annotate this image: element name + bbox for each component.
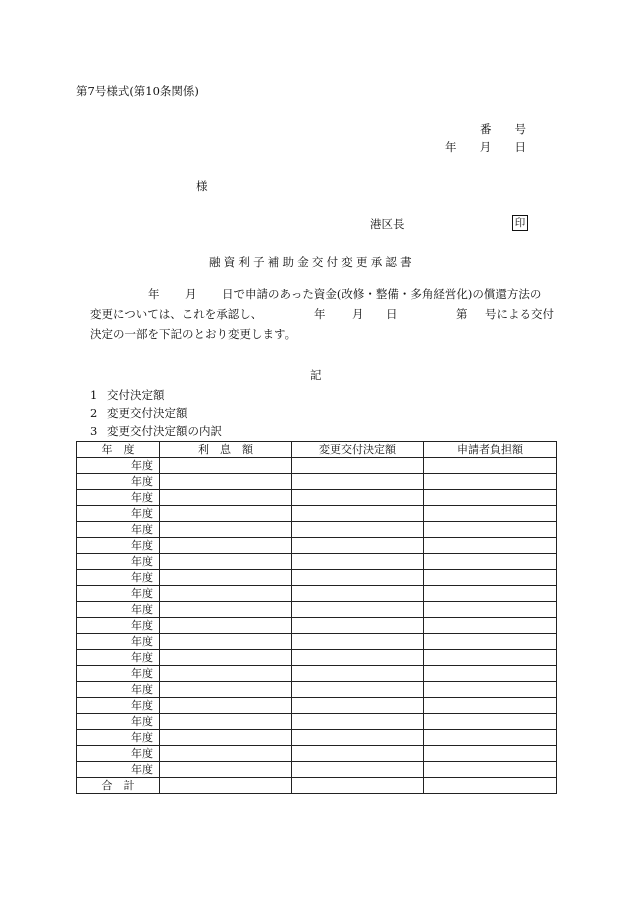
fiscal-year-cell: 年度 bbox=[77, 458, 160, 474]
interest-amount-cell bbox=[160, 570, 292, 586]
item-number: 1 bbox=[90, 388, 98, 402]
table-row bbox=[77, 474, 557, 490]
fiscal-year-cell: 年度 bbox=[77, 538, 160, 554]
table-row bbox=[77, 682, 557, 698]
breakdown-table bbox=[76, 441, 557, 794]
interest-amount-cell bbox=[160, 746, 292, 762]
number-label-ban: 番 bbox=[480, 122, 492, 136]
changed-grant-cell bbox=[292, 474, 424, 490]
applicant-burden-cell bbox=[424, 602, 557, 618]
interest-amount-cell bbox=[160, 762, 292, 778]
fiscal-year-cell: 年度 bbox=[77, 746, 160, 762]
body-line3-text: 決定の一部を下記のとおり変更します。 bbox=[90, 327, 297, 341]
fiscal-year-cell: 年度 bbox=[77, 618, 160, 634]
interest-amount-cell bbox=[160, 650, 292, 666]
applicant-burden-cell bbox=[424, 762, 557, 778]
body-dai: 第 bbox=[456, 307, 468, 321]
interest-amount-cell bbox=[160, 666, 292, 682]
table-row bbox=[77, 522, 557, 538]
fiscal-year-cell: 年度 bbox=[77, 682, 160, 698]
body-line2-start: 変更については、これを承認し、 bbox=[90, 307, 263, 321]
changed-grant-cell bbox=[292, 586, 424, 602]
interest-amount-cell bbox=[160, 554, 292, 570]
interest-amount-cell bbox=[160, 618, 292, 634]
interest-amount-cell bbox=[160, 458, 292, 474]
applicant-burden-cell bbox=[424, 666, 557, 682]
item-number: 2 bbox=[90, 406, 98, 420]
fiscal-year-cell: 年度 bbox=[77, 634, 160, 650]
fiscal-year-cell: 年度 bbox=[77, 714, 160, 730]
table-row bbox=[77, 762, 557, 778]
changed-grant-cell bbox=[292, 666, 424, 682]
table-header-row bbox=[77, 442, 557, 458]
table-total-row bbox=[77, 778, 557, 794]
fiscal-year-cell: 年度 bbox=[77, 490, 160, 506]
applicant-burden-cell bbox=[424, 746, 557, 762]
table-row bbox=[77, 698, 557, 714]
item-2 bbox=[90, 408, 290, 422]
seal-mark: 印 bbox=[512, 215, 528, 231]
applicant-burden-cell bbox=[424, 458, 557, 474]
item-text: 変更交付決定額の内訳 bbox=[107, 424, 222, 438]
total-interest-cell bbox=[160, 778, 292, 794]
fiscal-year-cell: 年度 bbox=[77, 586, 160, 602]
interest-amount-cell bbox=[160, 634, 292, 650]
body-month: 月 bbox=[185, 287, 197, 301]
ki-heading: 記 bbox=[310, 368, 322, 382]
applicant-burden-cell bbox=[424, 714, 557, 730]
total-burden-cell bbox=[424, 778, 557, 794]
interest-amount-cell bbox=[160, 730, 292, 746]
body-line1-text: 日で申請のあった資金(改修・整備・多角経営化)の償還方法の bbox=[222, 287, 542, 301]
table-row bbox=[77, 538, 557, 554]
table-row bbox=[77, 458, 557, 474]
interest-amount-cell bbox=[160, 538, 292, 554]
document-title: 融資利子補助金交付変更承認書 bbox=[209, 255, 415, 269]
applicant-burden-cell bbox=[424, 570, 557, 586]
table-row bbox=[77, 554, 557, 570]
changed-grant-cell bbox=[292, 762, 424, 778]
changed-grant-cell bbox=[292, 682, 424, 698]
changed-grant-cell bbox=[292, 618, 424, 634]
number-label-go: 号 bbox=[514, 122, 526, 136]
fiscal-year-cell: 年度 bbox=[77, 570, 160, 586]
header-applicant-burden: 申請者負担額 bbox=[424, 442, 557, 458]
fiscal-year-cell: 年度 bbox=[77, 554, 160, 570]
issuer-name: 港区長 bbox=[370, 217, 405, 231]
interest-amount-cell bbox=[160, 522, 292, 538]
changed-grant-cell bbox=[292, 490, 424, 506]
body-line-3 bbox=[90, 329, 560, 349]
table-row bbox=[77, 602, 557, 618]
fiscal-year-cell: 年度 bbox=[77, 698, 160, 714]
applicant-burden-cell bbox=[424, 586, 557, 602]
changed-grant-cell bbox=[292, 538, 424, 554]
total-grant-cell bbox=[292, 778, 424, 794]
applicant-burden-cell bbox=[424, 698, 557, 714]
fiscal-year-cell: 年度 bbox=[77, 730, 160, 746]
body-line2-rest: 号による交付 bbox=[485, 307, 554, 321]
table-row bbox=[77, 506, 557, 522]
table-row bbox=[77, 586, 557, 602]
changed-grant-cell bbox=[292, 458, 424, 474]
applicant-burden-cell bbox=[424, 650, 557, 666]
changed-grant-cell bbox=[292, 570, 424, 586]
interest-amount-cell bbox=[160, 698, 292, 714]
changed-grant-cell bbox=[292, 634, 424, 650]
interest-amount-cell bbox=[160, 602, 292, 618]
addressee-honorific: 様 bbox=[196, 179, 208, 193]
header-changed-grant-amount: 変更交付決定額 bbox=[292, 442, 424, 458]
body-approval-year: 年 bbox=[314, 307, 326, 321]
date-day-label: 日 bbox=[514, 140, 526, 154]
document-number-line bbox=[480, 124, 526, 136]
table-row bbox=[77, 634, 557, 650]
changed-grant-cell bbox=[292, 602, 424, 618]
fiscal-year-cell: 年度 bbox=[77, 522, 160, 538]
changed-grant-cell bbox=[292, 698, 424, 714]
changed-grant-cell bbox=[292, 714, 424, 730]
total-label: 合 計 bbox=[77, 778, 160, 794]
date-month-label: 月 bbox=[479, 140, 492, 154]
issue-date-line bbox=[445, 142, 526, 154]
applicant-burden-cell bbox=[424, 474, 557, 490]
table-row bbox=[77, 714, 557, 730]
table-row bbox=[77, 570, 557, 586]
applicant-burden-cell bbox=[424, 682, 557, 698]
table-row bbox=[77, 746, 557, 762]
item-text: 交付決定額 bbox=[107, 388, 165, 402]
body-line-1 bbox=[90, 289, 560, 309]
item-1 bbox=[90, 390, 290, 404]
header-interest-amount: 利 息 額 bbox=[160, 442, 292, 458]
changed-grant-cell bbox=[292, 554, 424, 570]
body-paragraph bbox=[90, 289, 560, 349]
header-fiscal-year: 年 度 bbox=[77, 442, 160, 458]
table-row bbox=[77, 666, 557, 682]
fiscal-year-cell: 年度 bbox=[77, 506, 160, 522]
body-approval-day: 日 bbox=[386, 307, 398, 321]
interest-amount-cell bbox=[160, 682, 292, 698]
fiscal-year-cell: 年度 bbox=[77, 650, 160, 666]
changed-grant-cell bbox=[292, 522, 424, 538]
interest-amount-cell bbox=[160, 490, 292, 506]
date-year-label: 年 bbox=[445, 140, 457, 154]
item-number: 3 bbox=[90, 424, 98, 438]
interest-amount-cell bbox=[160, 474, 292, 490]
applicant-burden-cell bbox=[424, 490, 557, 506]
changed-grant-cell bbox=[292, 730, 424, 746]
applicant-burden-cell bbox=[424, 730, 557, 746]
changed-grant-cell bbox=[292, 506, 424, 522]
table-row bbox=[77, 618, 557, 634]
fiscal-year-cell: 年度 bbox=[77, 474, 160, 490]
table-row bbox=[77, 730, 557, 746]
body-approval-month: 月 bbox=[352, 307, 364, 321]
item-text: 変更交付決定額 bbox=[107, 406, 188, 420]
body-year: 年 bbox=[148, 287, 160, 301]
interest-amount-cell bbox=[160, 506, 292, 522]
fiscal-year-cell: 年度 bbox=[77, 666, 160, 682]
item-3 bbox=[90, 426, 290, 440]
interest-amount-cell bbox=[160, 714, 292, 730]
table-body bbox=[77, 458, 557, 778]
applicant-burden-cell bbox=[424, 506, 557, 522]
changed-grant-cell bbox=[292, 650, 424, 666]
body-line-2 bbox=[90, 309, 560, 329]
applicant-burden-cell bbox=[424, 538, 557, 554]
table-row bbox=[77, 490, 557, 506]
form-number: 第7号様式(第10条関係) bbox=[76, 84, 199, 98]
interest-amount-cell bbox=[160, 586, 292, 602]
applicant-burden-cell bbox=[424, 634, 557, 650]
applicant-burden-cell bbox=[424, 522, 557, 538]
changed-grant-cell bbox=[292, 746, 424, 762]
applicant-burden-cell bbox=[424, 554, 557, 570]
fiscal-year-cell: 年度 bbox=[77, 602, 160, 618]
table-row bbox=[77, 650, 557, 666]
fiscal-year-cell: 年度 bbox=[77, 762, 160, 778]
applicant-burden-cell bbox=[424, 618, 557, 634]
